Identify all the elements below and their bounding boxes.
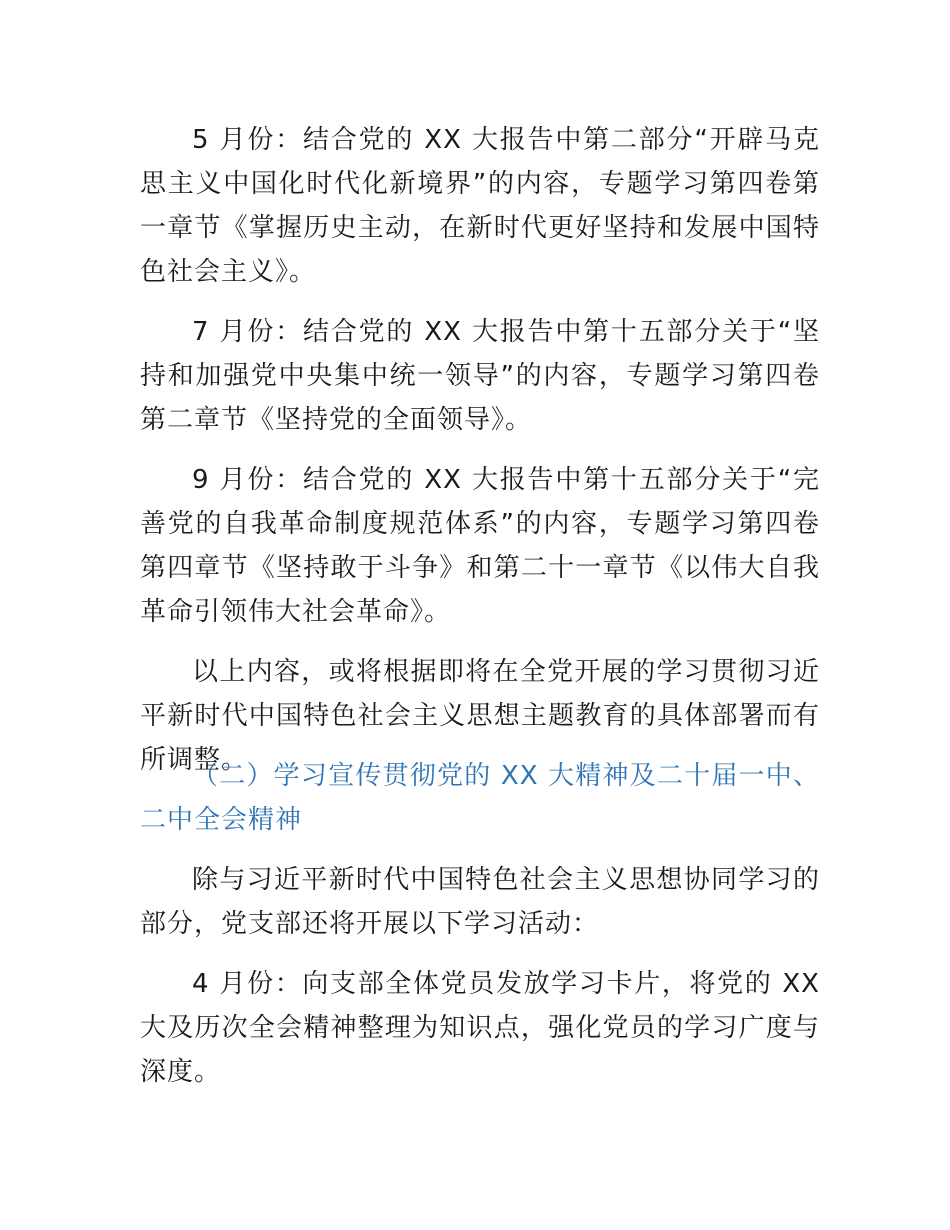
paragraph-intro: 除与习近平新时代中国特色社会主义思想协同学习的部分，党支部还将开展以下学习活动： — [140, 865, 820, 939]
paragraph-note: 以上内容，或将根据即将在全党开展的学习贯彻习近平新时代中国特色社会主义思想主题教育的具体部署而有所调整。 — [140, 657, 820, 775]
section-heading: （二）学习宣传贯彻党的 XX 大精神及二十届一中、二中全会精神 — [140, 761, 820, 835]
paragraph-july: 7 月份：结合党的 XX 大报告中第十五部分关于“坚持和加强党中央集中统一领导”的内容，专题学习第四卷第二章节《坚持党的全面领导》。 — [140, 317, 820, 435]
paragraph-may: 5 月份：结合党的 XX 大报告中第二部分“开辟马克思主义中国化时代化新境界”的内容，专题学习第四卷第一章节《掌握历史主动，在新时代更好坚持和发展中国特色社会主义》。 — [140, 125, 820, 287]
paragraph-september: 9 月份：结合党的 XX 大报告中第十五部分关于“完善党的自我革命制度规范体系”的内容，专题学习第四卷第四章节《坚持敢于斗争》和第二十一章节《以伟大自我革命引领伟大社会革命》。 — [140, 465, 820, 627]
paragraph-april: 4 月份：向支部全体党员发放学习卡片，将党的 XX 大及历次全会精神整理为知识点，强化党员的学习广度与深度。 — [140, 969, 820, 1087]
